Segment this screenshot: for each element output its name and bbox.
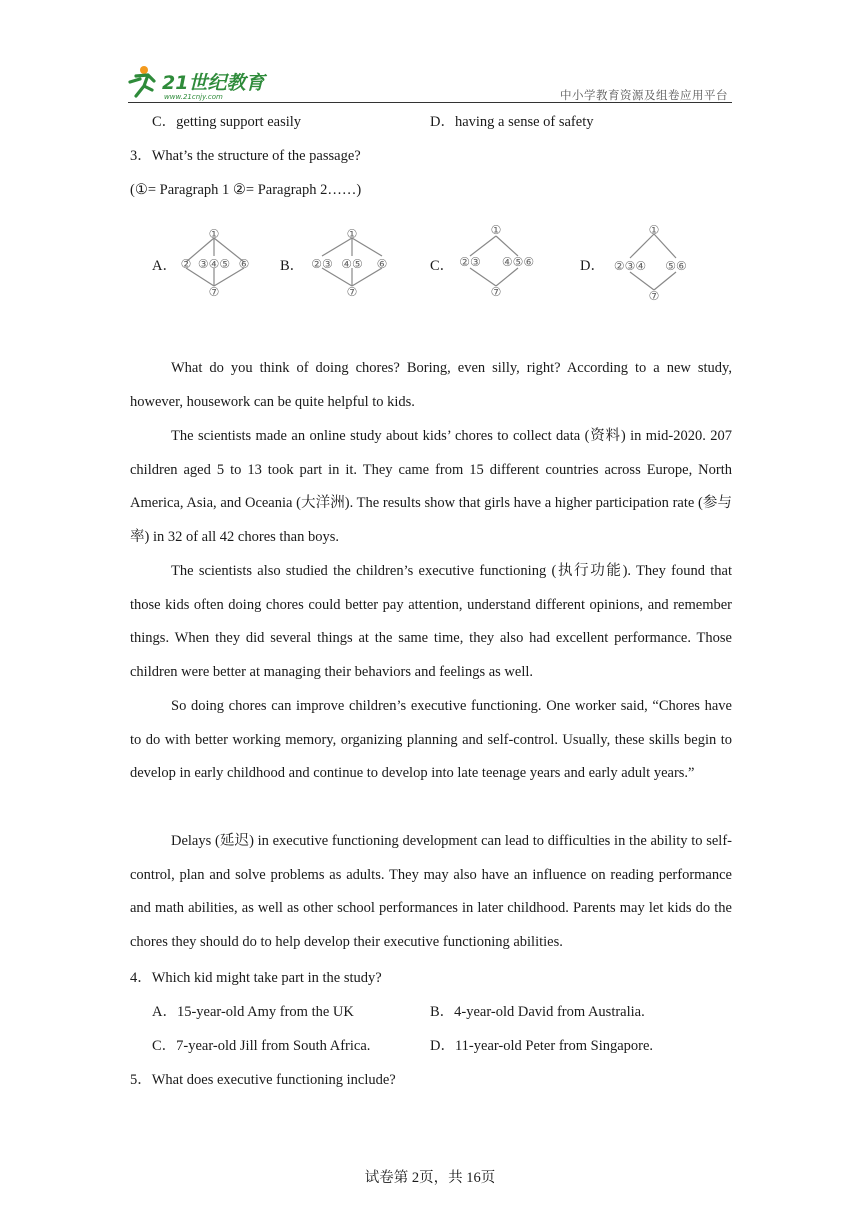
diagram-b-mid-3: ⑥ bbox=[376, 257, 388, 271]
q4-option-b: B．4-year-old David from Australia. bbox=[430, 1004, 645, 1020]
diagram-a-mid-1: ② bbox=[180, 257, 192, 271]
passage-paragraph-5: Delays (延迟) in executive functioning development can lead to difficulties in the ability to self-control, plan and solve problems as adults. They may also have an influence on reading performance and math abilities, as well as other school performances in later childhood. Parents may let kids do the chores they should do to help develop their executive functioning abilities. bbox=[130, 833, 732, 950]
diagram-b-top: ① bbox=[346, 227, 358, 241]
logo-url: www.21cnjy.com bbox=[164, 93, 223, 101]
diagram-b-bottom: ⑦ bbox=[346, 285, 358, 299]
q3-option-a-label: A． bbox=[152, 258, 177, 274]
passage-paragraph-4: So doing chores can improve children’s executive functioning. One worker said, “Chores have to do with better working memory, organizing planning and self-control. Usually, these skills begin to develop in early childhood and continue to develop into late teenage years and early adult years.” bbox=[130, 698, 732, 782]
diagram-a-mid-2: ③④⑤ bbox=[197, 257, 231, 271]
platform-name: 中小学教育资源及组卷应用平台 bbox=[560, 88, 728, 102]
q3-option-d-label: D． bbox=[580, 258, 605, 274]
page-footer: 试卷第 2页，共 16页 bbox=[364, 1170, 496, 1186]
diagram-c-mid-1: ②③ bbox=[459, 255, 481, 269]
diagram-a bbox=[172, 224, 256, 300]
diagram-b-mid-2: ④⑤ bbox=[341, 257, 363, 271]
q4-question: 4．Which kid might take part in the study? bbox=[130, 970, 382, 986]
q3-option-b-label: B． bbox=[280, 258, 305, 274]
diagram-a-mid-3: ⑥ bbox=[238, 257, 250, 271]
diagram-c-top: ① bbox=[490, 223, 502, 237]
q4-option-a: A．15-year-old Amy from the UK bbox=[152, 1004, 354, 1020]
diagram-c bbox=[452, 220, 542, 300]
page-header bbox=[128, 62, 732, 104]
logo-21cnjy bbox=[128, 62, 288, 102]
diagram-a-bottom: ⑦ bbox=[208, 285, 220, 299]
q3-legend: (①= Paragraph 1 ②= Paragraph 2……) bbox=[130, 182, 362, 198]
diagram-d-mid-2: ⑤⑥ bbox=[665, 259, 687, 273]
header-divider bbox=[128, 102, 732, 103]
diagram-c-bottom: ⑦ bbox=[490, 285, 502, 299]
diagram-b bbox=[304, 224, 396, 300]
q3-option-c-label: C． bbox=[430, 258, 455, 274]
diagram-a-top: ① bbox=[208, 227, 220, 241]
q4-option-d: D．11-year-old Peter from Singapore. bbox=[430, 1038, 654, 1054]
q4-option-c: C．7-year-old Jill from South Africa. bbox=[152, 1038, 371, 1054]
diagram-d-top: ① bbox=[648, 223, 660, 237]
diagram-d bbox=[606, 220, 698, 304]
logo-text: 21世纪教育 bbox=[162, 72, 265, 94]
diagram-d-mid-1: ②③④ bbox=[613, 259, 647, 273]
diagram-b-mid-1: ②③ bbox=[311, 257, 333, 271]
q2-option-c: C．getting support easily bbox=[152, 114, 302, 130]
passage-paragraph-1: What do you think of doing chores? Boring, even silly, right? According to a new study, however, housework can be quite helpful to kids. bbox=[130, 360, 732, 410]
q5-question: 5．What does executive functioning include? bbox=[130, 1072, 396, 1088]
passage-paragraph-3: The scientists also studied the children’s executive functioning (执行功能). They found that those kids often doing chores could better pay attention, understand different opinions, and remember things. When they did several things at the same time, they also had excellent performance. Those children were better at managing their behaviors and feelings as well. bbox=[130, 563, 732, 680]
passage-paragraph-2: The scientists made an online study about kids’ chores to collect data (资料) in mid-2020. 207 children aged 5 to 13 took part in it. They came from 15 different countries across Europe, North America, Asia, and Oceania (大洋洲). The results show that girls have a higher participation rate (参与率) in 32 of all 42 chores than boys. bbox=[130, 428, 732, 545]
q2-option-d: D．having a sense of safety bbox=[430, 114, 594, 130]
q3-question: 3．What’s the structure of the passage? bbox=[130, 148, 361, 164]
diagram-d-bottom: ⑦ bbox=[648, 289, 660, 303]
diagram-c-mid-2: ④⑤⑥ bbox=[501, 255, 535, 269]
